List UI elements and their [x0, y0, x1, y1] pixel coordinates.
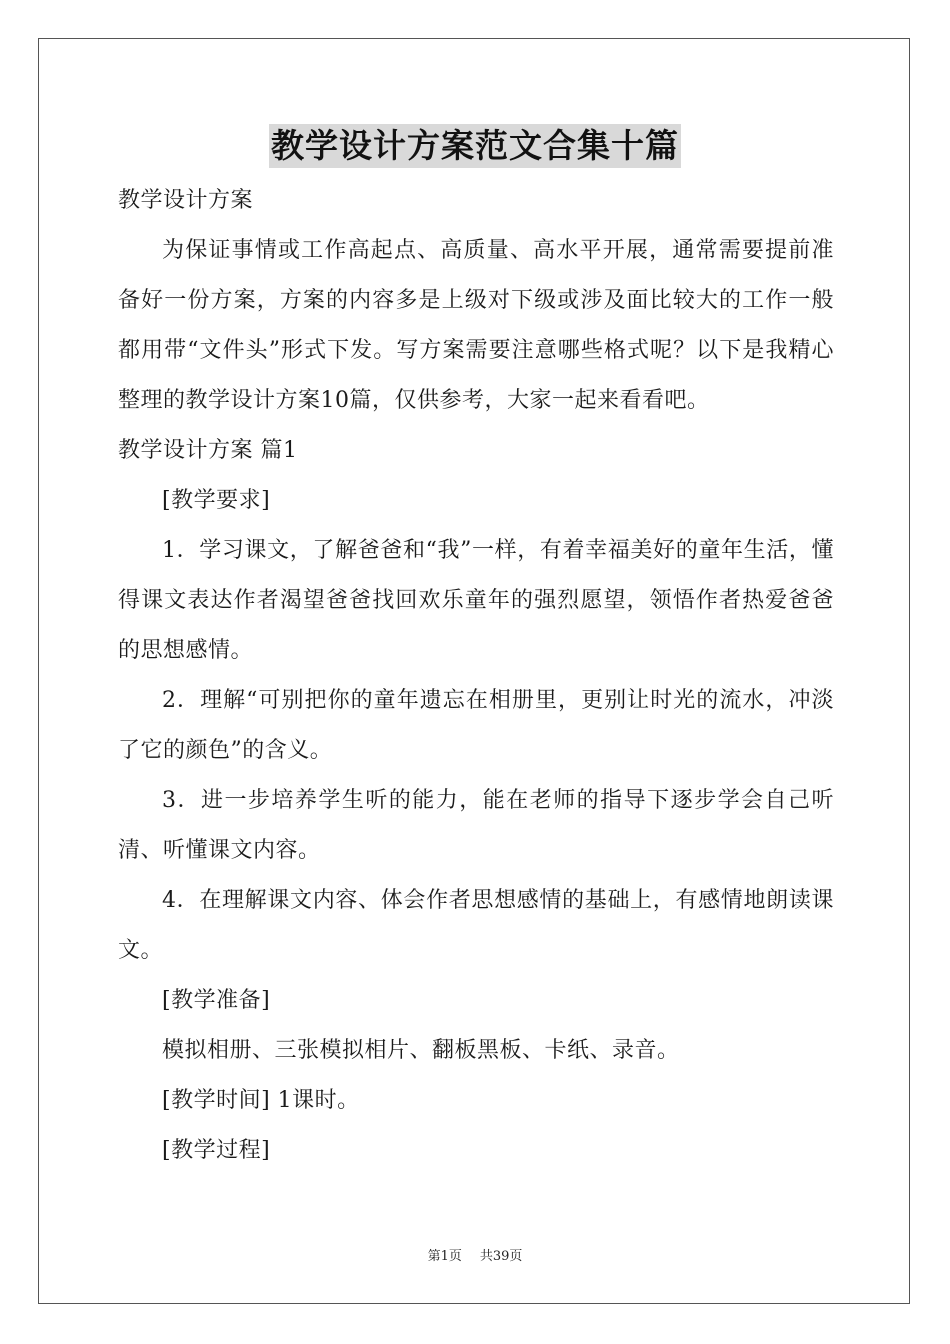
- paragraph: [教学准备]: [162, 988, 271, 1013]
- paragraph: 模拟相册、三张模拟相片、翻板黑板、卡纸、录音。: [162, 1038, 680, 1063]
- paragraph: 教学设计方案 篇1: [118, 438, 298, 463]
- page-footer: [0, 1248, 950, 1266]
- document-body: [118, 176, 834, 1176]
- paragraph: 1．学习课文，了解爸爸和“我”一样，有着幸福美好的童年生活，懂得课文表达作者渴望爸爸找回欢乐童年的强烈愿望，领悟作者热爱爸爸的思想感情。: [118, 538, 834, 663]
- paragraph: [教学过程]: [162, 1138, 271, 1163]
- page-number: 第1页: [427, 1249, 462, 1264]
- paragraph: 2．理解“可别把你的童年遗忘在相册里，更别让时光的流水，冲淡了它的颜色”的含义。: [118, 688, 834, 763]
- paragraph: 3．进一步培养学生听的能力，能在老师的指导下逐步学会自己听清、听懂课文内容。: [118, 788, 834, 863]
- paragraph: [教学时间] 1课时。: [162, 1088, 360, 1113]
- document-title: 教学设计方案范文合集十篇: [269, 124, 681, 168]
- page-total: 共39页: [479, 1249, 523, 1264]
- paragraph: [教学要求]: [162, 488, 271, 513]
- title-container: [0, 124, 950, 168]
- paragraph: 教学设计方案: [118, 188, 254, 213]
- paragraph: 4．在理解课文内容、体会作者思想感情的基础上，有感情地朗读课文。: [118, 888, 834, 963]
- paragraph: 为保证事情或工作高起点、高质量、高水平开展，通常需要提前准备好一份方案，方案的内容多是上级对下级或涉及面比较大的工作一般都用带“文件头”形式下发。写方案需要注意哪些格式呢？以下是我精心整理的教学设计方案10篇，仅供参考，大家一起来看看吧。: [118, 238, 834, 413]
